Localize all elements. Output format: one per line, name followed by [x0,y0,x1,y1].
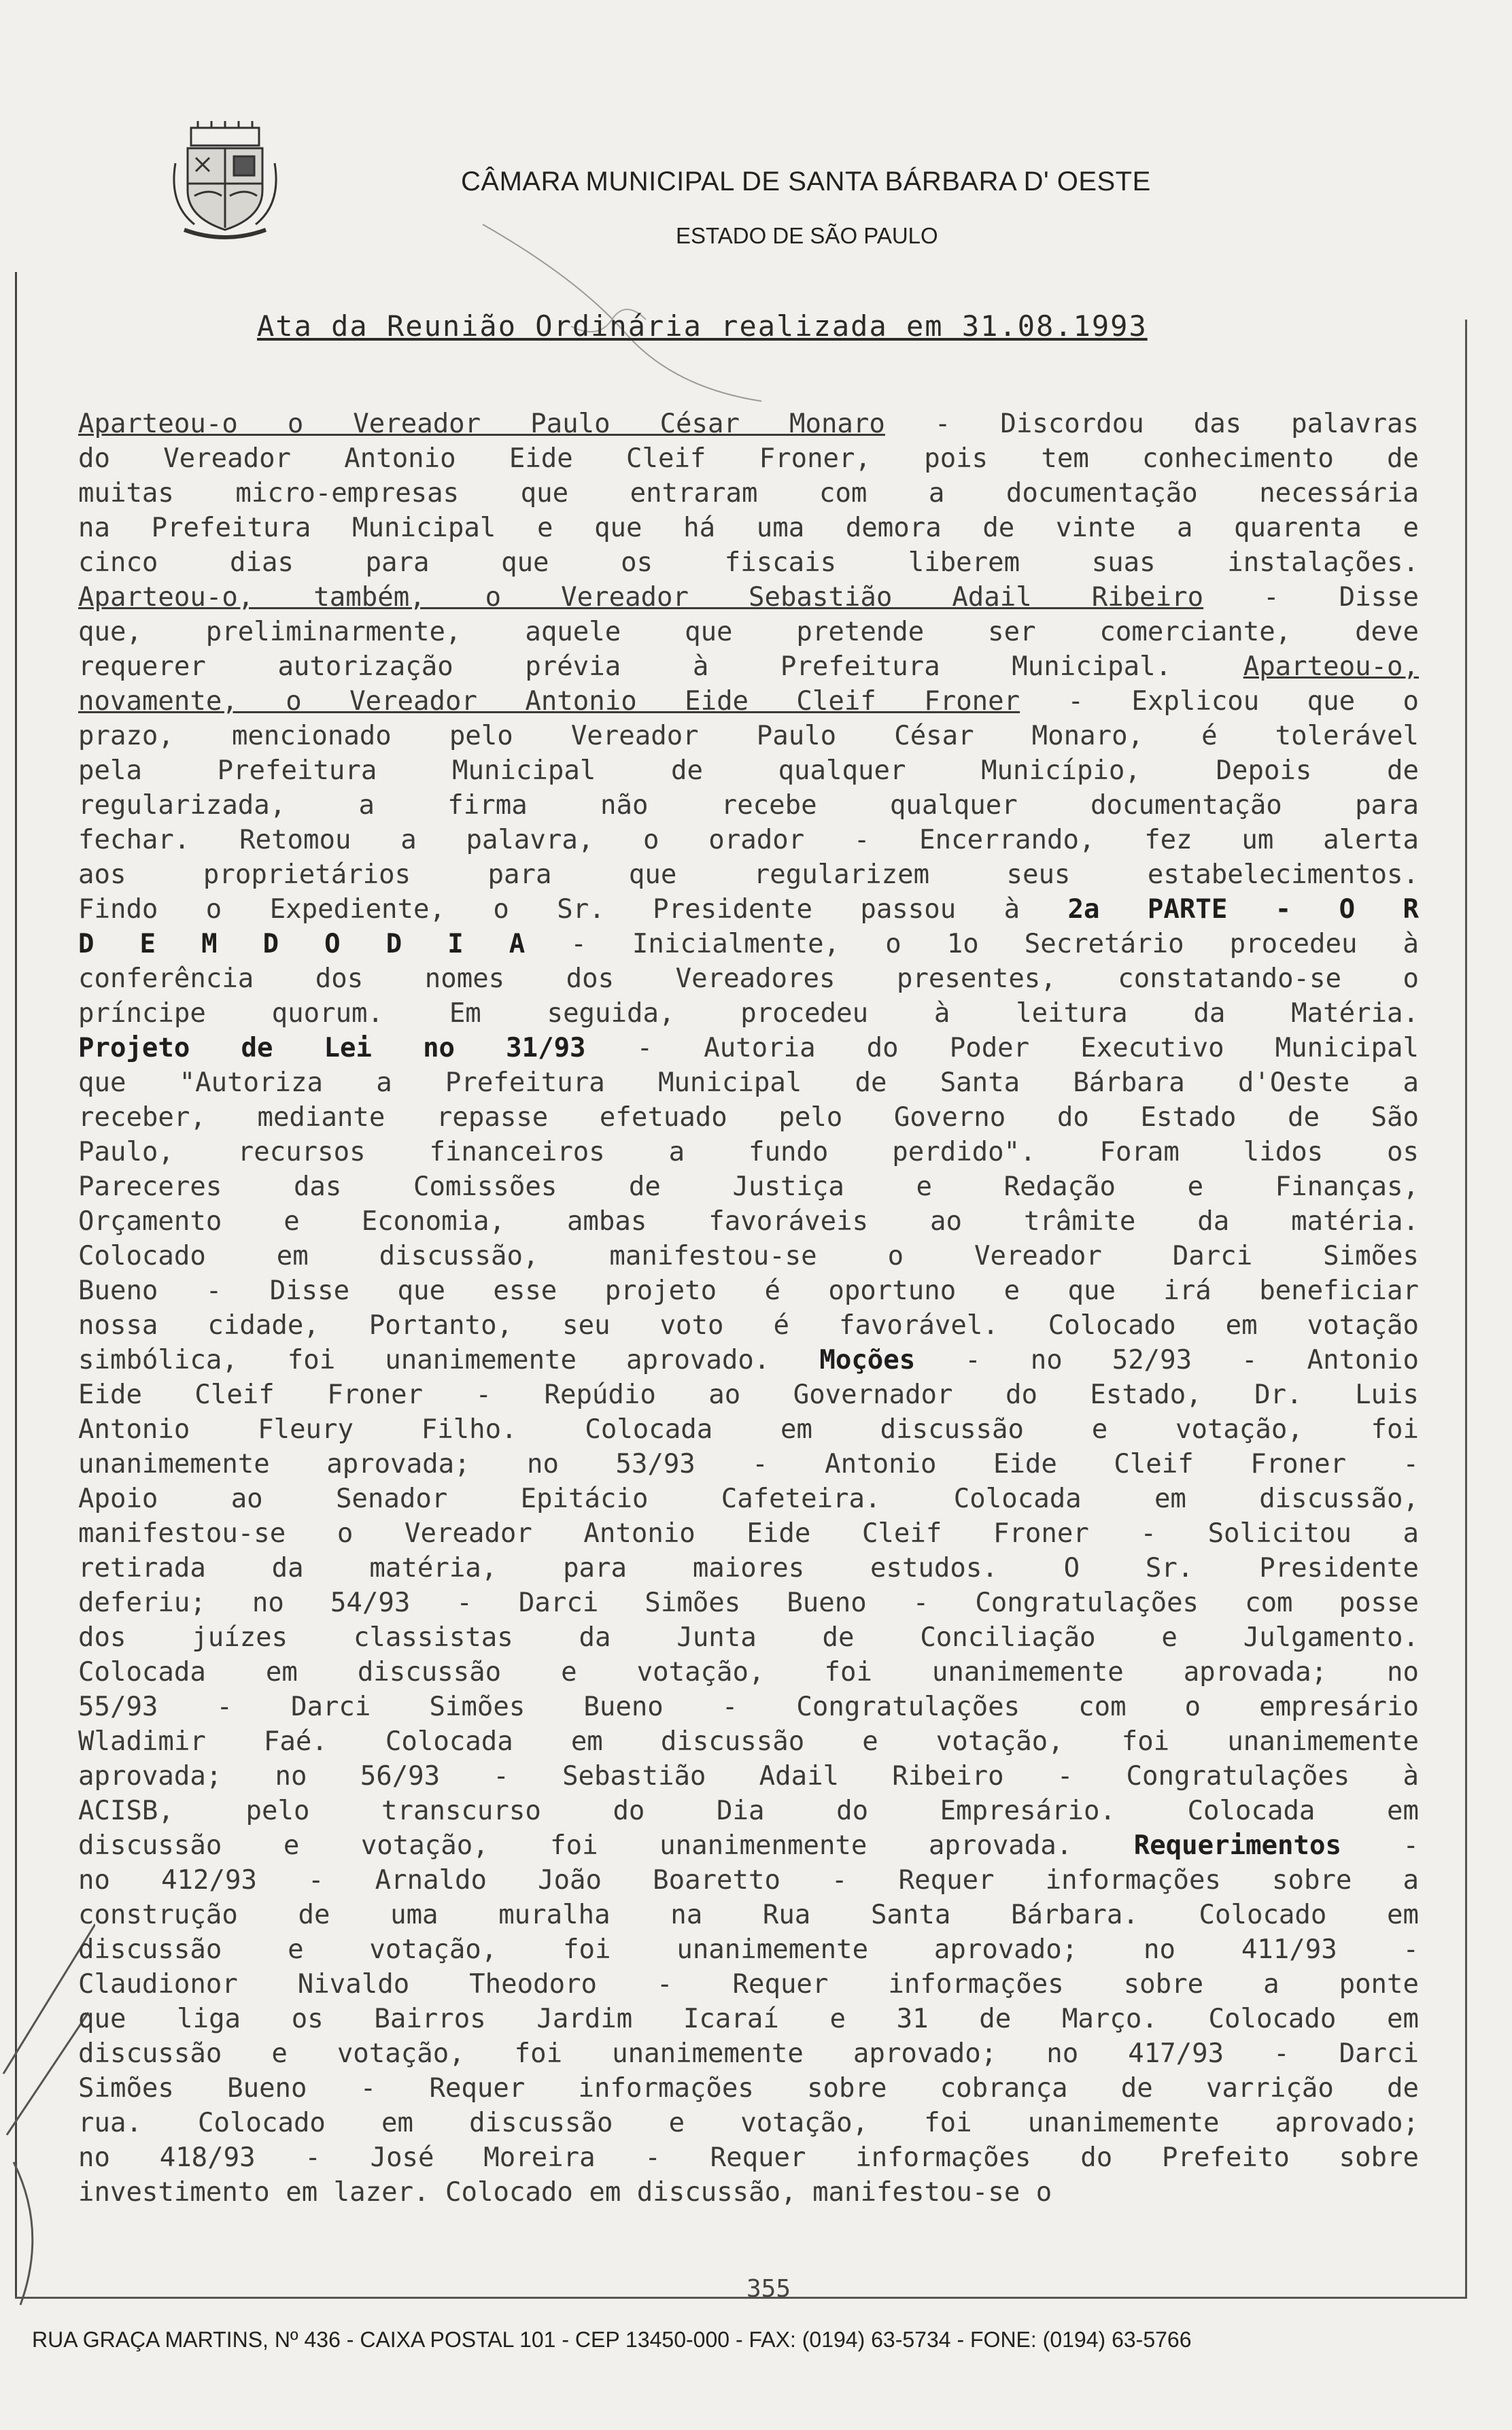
coat-of-arms-icon [167,116,283,245]
text-segment: que liga os Bairros Jardim Icaraí e 31 de Março. Colocado em [78,2004,1419,2034]
text-segment: ACISB, pelo transcurso do Dia do Empresário. Colocada em [78,1796,1419,1826]
body-line [78,857,1419,892]
text-segment: - Autoria do Poder Executivo Municipal [585,1033,1419,1063]
body-line [78,649,1419,684]
body-line [78,1759,1419,1794]
text-segment: construção de uma muralha na Rua Santa Bárbara. Colocado em [78,1900,1419,1930]
text-segment: que, preliminarmente, aquele que pretende ser comerciante, deve [78,617,1419,647]
frame-bottom-rule [15,2297,1467,2299]
body-line [78,1377,1419,1412]
body-line [78,1482,1419,1516]
body-line [78,1135,1419,1169]
body-line [78,1343,1419,1377]
text-segment: príncipe quorum. Em seguida, procedeu à leitura da Matéria. [78,998,1419,1029]
minutes-body [78,407,1419,2210]
body-line [78,823,1419,857]
body-line [78,545,1419,580]
body-line [78,1690,1419,1724]
bold-text: Projeto de Lei no 31/93 [78,1033,586,1063]
body-line [78,1794,1419,1828]
text-segment: fechar. Retomou a palavra, o orador - Encerrando, fez um alerta [78,825,1419,855]
text-segment: Colocada em discussão e votação, foi unanimemente aprovada; no [78,1657,1419,1688]
institution-name: CÂMARA MUNICIPAL DE SANTA BÁRBARA D' OESTE [461,167,1151,196]
body-line [78,1551,1419,1586]
text-segment: do Vereador Antonio Eide Cleif Froner, pois tem conhecimento de [78,443,1419,474]
body-line [78,1863,1419,1898]
body-line [78,1031,1419,1065]
text-segment: Wladimir Faé. Colocada em discussão e votação, foi unanimemente [78,1726,1419,1757]
text-segment: deferiu; no 54/93 - Darci Simões Bueno - Congratulações com posse [78,1588,1419,1618]
underlined-text: Aparteou-o, também, o Vereador Sebastião Adail Ribeiro [78,582,1204,613]
body-line [78,1828,1419,1863]
body-line [78,753,1419,788]
text-segment: regularizada, a firma não recebe qualquer documentação para [78,790,1419,821]
body-line [78,892,1419,927]
text-segment: - Explicou que o [1020,686,1419,717]
body-line [78,511,1419,545]
body-line [78,2175,1419,2210]
body-line [78,1932,1419,1967]
body-line [78,2002,1419,2036]
text-segment: - Disse [1203,582,1420,613]
text-segment: Simões Bueno - Requer informações sobre cobrança de varrição de [78,2073,1419,2104]
body-line [78,476,1419,511]
body-line [78,580,1419,615]
text-segment: prazo, mencionado pelo Vereador Paulo César Monaro, é tolerável [78,721,1419,751]
bold-text: 2a PARTE - O R [1067,894,1419,925]
text-segment: Apoio ao Senador Epitácio Cafeteira. Colocada em discussão, [78,1484,1419,1514]
text-segment: Findo o Expediente, o Sr. Presidente passou à [78,894,1068,925]
body-line [78,996,1419,1031]
text-segment: pela Prefeitura Municipal de qualquer Município, Depois de [78,755,1419,786]
text-segment: - Inicialmente, o 1o Secretário procedeu à [525,929,1419,959]
text-segment: Eide Cleif Froner - Repúdio ao Governador do Estado, Dr. Luis [78,1380,1419,1410]
text-segment: - no 52/93 - Antonio [915,1345,1419,1375]
body-line [78,1620,1419,1655]
text-segment: - Discordou das palavras [884,409,1420,439]
frame-right-rule [1465,320,1467,2298]
institution-state: ESTADO DE SÃO PAULO [676,223,938,248]
body-line [78,1204,1419,1239]
text-segment: cinco dias para que os fiscais liberem suas instalações. [78,547,1419,578]
text-segment: no 412/93 - Arnaldo João Boaretto - Requer informações sobre a [78,1865,1419,1896]
text-segment: - [1341,1830,1419,1861]
body-line [78,615,1419,649]
text-segment: na Prefeitura Municipal e que há uma demora de vinte a quarenta e [78,513,1419,543]
body-line [78,1308,1419,1343]
minutes-title: Ata da Reunião Ordinária realizada em 31.08.1993 [257,309,1148,343]
text-segment: dos juízes classistas da Junta de Conciliação e Julgamento. [78,1622,1419,1653]
body-line [78,788,1419,823]
body-line [78,1273,1419,1308]
body-line [78,1100,1419,1135]
bold-text: Requerimentos [1133,1830,1341,1861]
text-segment: muitas micro-empresas que entraram com a documentação necessária [78,478,1419,509]
body-line [78,1898,1419,1932]
text-segment: simbólica, foi unanimemente aprovado. [78,1345,820,1375]
body-line [78,1967,1419,2002]
bold-text: Moções [819,1345,916,1375]
body-line [78,1516,1419,1551]
body-line [78,2106,1419,2140]
text-segment: aprovada; no 56/93 - Sebastião Adail Ribeiro - Congratulações à [78,1761,1419,1792]
text-segment: no 418/93 - José Moreira - Requer informações do Prefeito sobre [78,2142,1419,2173]
page-number: 355 [746,2275,791,2303]
text-segment: Antonio Fleury Filho. Colocada em discussão e votação, foi [78,1414,1419,1445]
body-line [78,441,1419,476]
text-segment: Orçamento e Economia, ambas favoráveis ao trâmite da matéria. [78,1206,1419,1237]
text-segment: Colocado em discussão, manifestou-se o Vereador Darci Simões [78,1241,1419,1271]
underlined-text: Aparteou-o, [1243,651,1419,682]
body-line [78,684,1419,719]
text-segment: 55/93 - Darci Simões Bueno - Congratulações com o empresário [78,1692,1419,1722]
text-segment: nossa cidade, Portanto, seu voto é favorável. Colocado em votação [78,1310,1419,1341]
body-line [78,1239,1419,1273]
body-line [78,2071,1419,2106]
text-segment: investimento em lazer. Colocado em discussão, manifestou-se o [78,2177,1052,2208]
body-line [78,1724,1419,1759]
body-line [78,1412,1419,1447]
bold-text: D E M D O D I A [78,929,526,959]
text-segment: Pareceres das Comissões de Justiça e Redação e Finanças, [78,1171,1419,1202]
body-line [78,927,1419,961]
underlined-text: novamente, o Vereador Antonio Eide Cleif Froner [78,686,1020,717]
text-segment: Claudionor Nivaldo Theodoro - Requer informações sobre a ponte [78,1969,1419,2000]
text-segment: rua. Colocado em discussão e votação, foi unanimemente aprovado; [78,2108,1419,2138]
body-line [78,1586,1419,1620]
footer-address: RUA GRAÇA MARTINS, Nº 436 - CAIXA POSTAL 101 - CEP 13450-000 - FAX: (0194) 63-5734 - FONE: (0194) 63-5766 [32,2327,1192,2352]
body-line [78,1655,1419,1690]
text-segment: discussão e votação, foi unanimemente aprovado; no 417/93 - Darci [78,2038,1419,2069]
text-segment: Bueno - Disse que esse projeto é oportuno e que irá beneficiar [78,1276,1419,1306]
body-line [78,2140,1419,2175]
body-line [78,2036,1419,2071]
text-segment: unanimemente aprovada; no 53/93 - Antonio Eide Cleif Froner - [78,1449,1419,1479]
text-segment: que "Autoriza a Prefeitura Municipal de Santa Bárbara d'Oeste a [78,1067,1419,1098]
body-line [78,961,1419,996]
body-line [78,1447,1419,1482]
text-segment: discussão e votação, foi unanimemente aprovado; no 411/93 - [78,1934,1419,1965]
body-line [78,719,1419,753]
text-segment: manifestou-se o Vereador Antonio Eide Cleif Froner - Solicitou a [78,1518,1419,1549]
body-line [78,407,1419,441]
text-segment: requerer autorização prévia à Prefeitura Municipal. [78,651,1243,682]
text-segment: retirada da matéria, para maiores estudos. O Sr. Presidente [78,1553,1419,1584]
text-segment: discussão e votação, foi unanimenmente aprovada. [78,1830,1134,1861]
text-segment: Paulo, recursos financeiros a fundo perdido". Foram lidos os [78,1137,1419,1167]
body-line [78,1065,1419,1100]
text-segment: receber, mediante repasse efetuado pelo Governo do Estado de São [78,1102,1419,1133]
text-segment: aos proprietários para que regularizem seus estabelecimentos. [78,859,1419,890]
underlined-text: Aparteou-o o Vereador Paulo César Monaro [78,409,885,439]
body-line [78,1169,1419,1204]
text-segment: conferência dos nomes dos Vereadores presentes, constatando-se o [78,963,1419,994]
